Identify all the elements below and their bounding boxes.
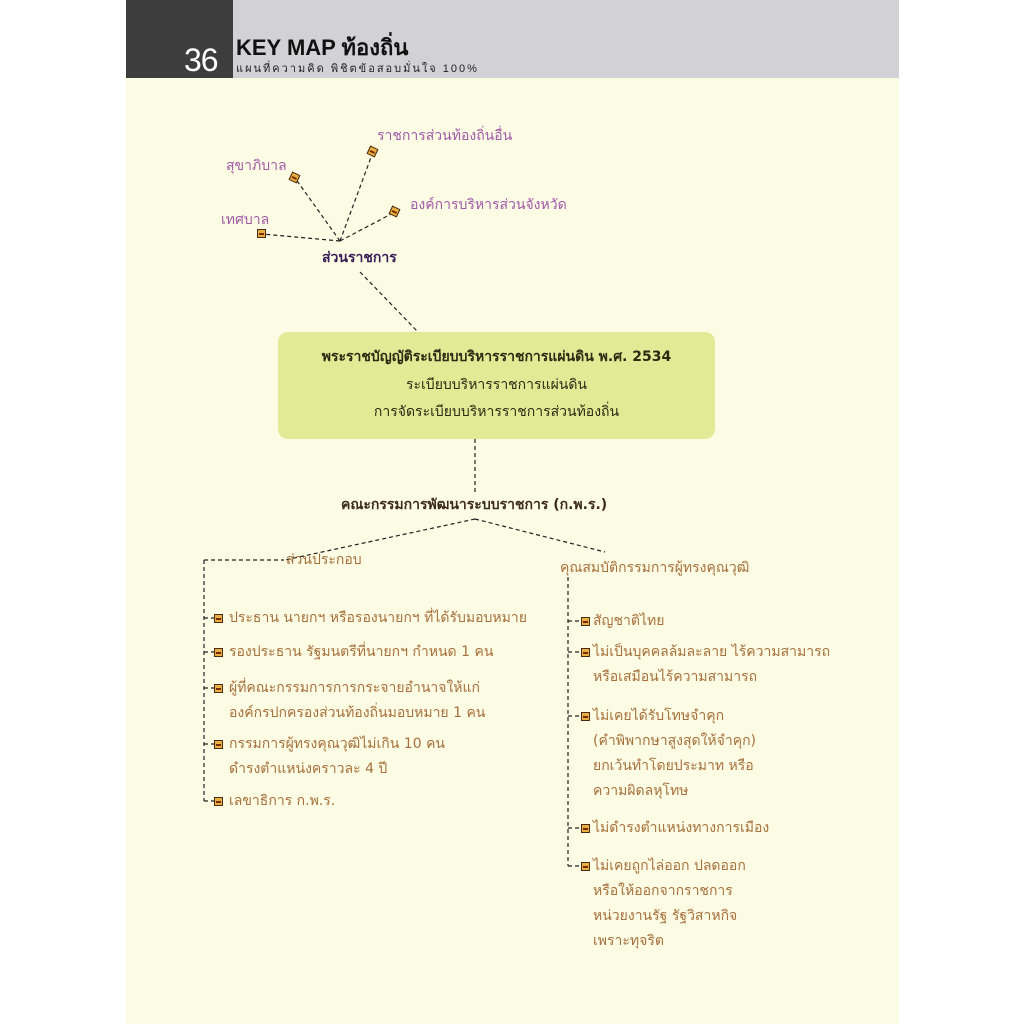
qualification-item-cont: (คำพิพากษาสูงสุดให้จำคุก) <box>593 733 757 749</box>
connector-line <box>340 152 373 241</box>
qualifications-label: คุณสมบัติกรรมการผู้ทรงคุณวุฒิ <box>560 560 750 576</box>
qualification-item-cont: หน่วยงานรัฐ รัฐวิสาหกิจ <box>593 908 738 924</box>
main-act-box <box>278 332 715 439</box>
connector-line <box>475 519 605 552</box>
qualification-item: สัญชาติไทย <box>593 613 665 629</box>
folder-icon <box>214 684 223 693</box>
composition-item-cont: ดำรงตำแหน่งคราวละ 4 ปี <box>229 761 388 777</box>
branch-item-sanitary-district: สุขาภิบาล <box>226 158 287 174</box>
connector-line <box>360 272 418 332</box>
composition-item: เลขาธิการ ก.พ.ร. <box>229 793 336 809</box>
composition-item-cont: องค์กรปกครองส่วนท้องถิ่นมอบหมาย 1 คน <box>229 705 486 721</box>
qualification-item: ไม่เป็นบุคคลล้มละลาย ไร้ความสามารถ <box>593 644 831 660</box>
committee-label: คณะกรรมการพัฒนาระบบราชการ (ก.พ.ร.) <box>341 497 608 513</box>
act-line-2: ระเบียบบริหารราชการแผ่นดิน <box>405 377 587 393</box>
branch-root-label: ส่วนราชการ <box>322 250 397 266</box>
folder-icon <box>581 617 590 626</box>
connector-line <box>262 234 340 241</box>
qualification-item-cont: เพราะทุจริต <box>593 933 664 949</box>
page-number: 36 <box>184 42 218 78</box>
branch-item-local-other: ราชการส่วนท้องถิ่นอื่น <box>377 128 513 144</box>
folder-icon <box>581 712 590 721</box>
connector-line <box>340 212 395 241</box>
composition-item: ผู้ที่คณะกรรมการการกระจายอำนาจให้แก่ <box>229 680 481 696</box>
composition-label: ส่วนประกอบ <box>286 552 362 568</box>
branch-item-municipality: เทศบาล <box>221 212 270 228</box>
folder-icon <box>257 229 266 238</box>
folder-icon <box>581 824 590 833</box>
folder-icon <box>214 797 223 806</box>
qualification-item-cont: หรือให้ออกจากราชการ <box>593 883 733 899</box>
folder-icon <box>214 648 223 657</box>
branch-item-provincial-admin: องค์การบริหารส่วนจังหวัด <box>410 197 567 213</box>
folder-icon <box>581 862 590 871</box>
act-title: พระราชบัญญัติระเบียบบริหารราชการแผ่นดิน พ.ศ. 2534 <box>321 349 672 365</box>
qualification-item: ไม่เคยได้รับโทษจำคุก <box>593 708 725 724</box>
folder-icon <box>581 648 590 657</box>
qualification-item: ไม่ดำรงตำแหน่งทางการเมือง <box>593 820 770 836</box>
qualification-item-cont: ยกเว้นทำโดยประมาท หรือ <box>593 758 754 774</box>
page-subtitle: แผนที่ความคิด พิชิตข้อสอบมั่นใจ 100% <box>236 63 479 75</box>
composition-item: ประธาน นายกฯ หรือรองนายกฯ ที่ได้รับมอบหมาย <box>229 610 527 626</box>
page-title: KEY MAP ท้องถิ่น <box>236 35 409 60</box>
qualification-item-cont: หรือเสมือนไร้ความสามารถ <box>593 669 758 685</box>
qualification-item: ไม่เคยถูกไล่ออก ปลดออก <box>593 858 746 874</box>
folder-icon <box>214 614 223 623</box>
connector-line <box>295 178 340 241</box>
act-line-3: การจัดระเบียบบริหารราชการส่วนท้องถิ่น <box>373 404 620 420</box>
folder-icon <box>214 740 223 749</box>
qualification-item-cont: ความผิดลหุโทษ <box>593 783 689 799</box>
composition-item: กรรมการผู้ทรงคุณวุฒิไม่เกิน 10 คน <box>229 736 446 752</box>
composition-item: รองประธาน รัฐมนตรีที่นายกฯ กำหนด 1 คน <box>229 644 494 660</box>
